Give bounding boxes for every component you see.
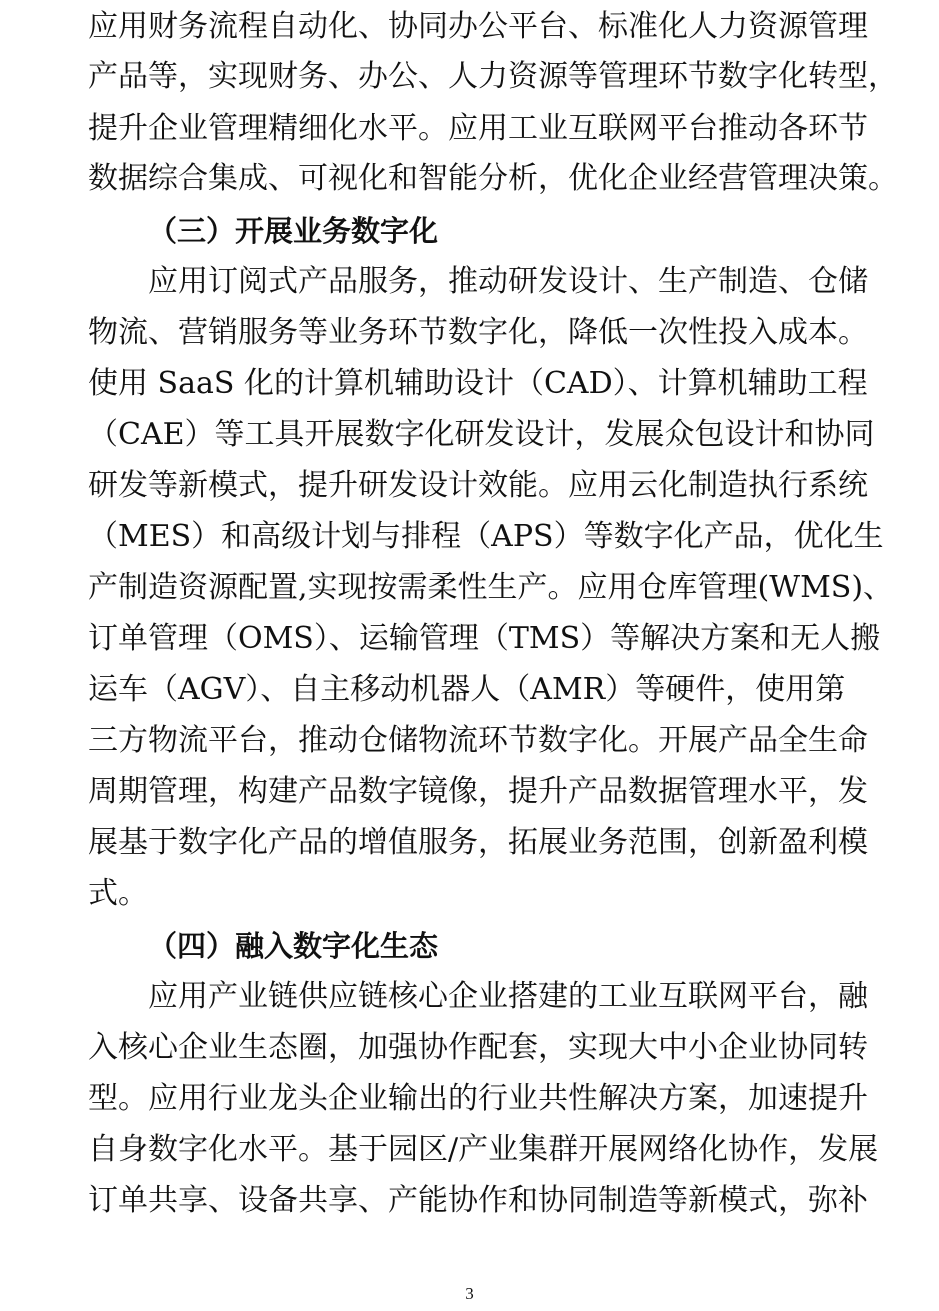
text-line: （MES）和高级计划与排程（APS）等数字化产品，优化生 <box>88 519 884 554</box>
text-line: 周期管理，构建产品数字镜像，提升产品数据管理水平，发 <box>88 774 868 809</box>
text-line: 自身数字化水平。基于园区/产业集群开展网络化协作，发展 <box>88 1132 879 1167</box>
text-line: 三方物流平台，推动仓储物流环节数字化。开展产品全生命 <box>88 723 868 758</box>
text-line: 展基于数字化产品的增值服务，拓展业务范围，创新盈利模 <box>88 825 868 860</box>
text-line: 入核心企业生态圈，加强协作配套，实现大中小企业协同转 <box>88 1030 868 1065</box>
text-line: 应用产业链供应链核心企业搭建的工业互联网平台，融 <box>148 979 868 1014</box>
text-line: 应用财务流程自动化、协同办公平台、标准化人力资源管理 <box>88 9 868 44</box>
section-heading-4: （四）融入数字化生态 <box>148 929 439 963</box>
text-line: 运车（AGV）、自主移动机器人（AMR）等硬件，使用第 <box>88 672 846 707</box>
text-line: 式。 <box>88 876 148 911</box>
page-number: 3 <box>465 1284 474 1303</box>
section-heading-3: （三）开展业务数字化 <box>148 214 439 248</box>
text-line: 产制造资源配置,实现按需柔性生产。应用仓库管理(WMS)、 <box>88 570 894 605</box>
text-line: 订单管理（OMS）、运输管理（TMS）等解决方案和无人搬 <box>88 621 881 656</box>
text-line: 型。应用行业龙头企业输出的行业共性解决方案，加速提升 <box>88 1081 868 1116</box>
text-line: 研发等新模式，提升研发设计效能。应用云化制造执行系统 <box>88 468 868 503</box>
text-line: 数据综合集成、可视化和智能分析，优化企业经营管理决策。 <box>88 161 898 196</box>
text-line: （CAE）等工具开展数字化研发设计，发展众包设计和协同 <box>88 417 875 452</box>
text-line: 使用 SaaS 化的计算机辅助设计（CAD）、计算机辅助工程 <box>88 366 868 401</box>
text-line: 产品等，实现财务、办公、人力资源等管理环节数字化转型， <box>88 59 898 94</box>
text-line: 订单共享、设备共享、产能协作和协同制造等新模式，弥补 <box>88 1183 868 1218</box>
text-line: 物流、营销服务等业务环节数字化，降低一次性投入成本。 <box>88 315 868 350</box>
text-line: 提升企业管理精细化水平。应用工业互联网平台推动各环节 <box>88 111 868 146</box>
text-line: 应用订阅式产品服务，推动研发设计、生产制造、仓储 <box>148 264 868 299</box>
